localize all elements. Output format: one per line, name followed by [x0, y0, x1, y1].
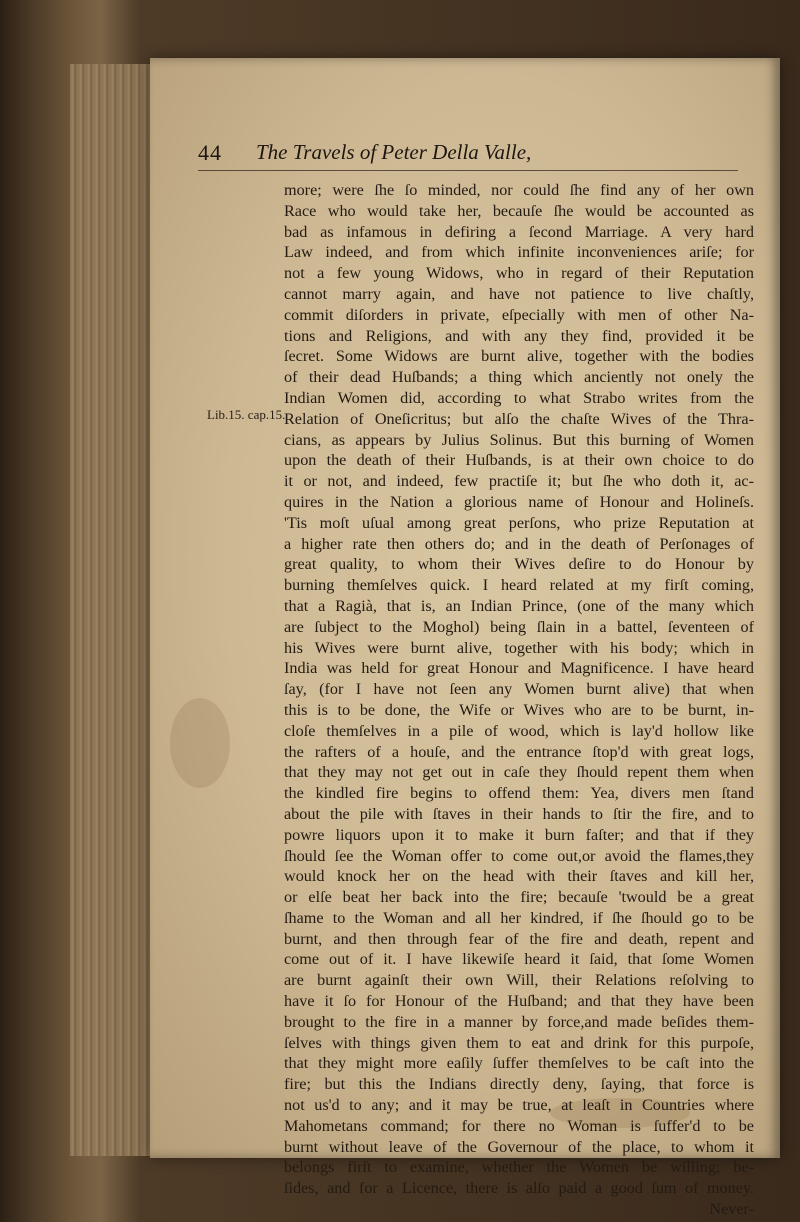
- running-title: The Travels of Peter Della Valle,: [256, 140, 532, 164]
- body-text: [284, 180, 754, 1220]
- text-line: ſelves with things given them to eat and drink for this purpoſe,: [284, 1033, 754, 1052]
- text-line: cians, as appears by Julius Solinus. But this burning of Women: [284, 430, 754, 449]
- left-page-edges: [70, 64, 152, 1156]
- text-line: upon the death of their Huſbands, is at their own choice to do: [284, 451, 754, 470]
- page-header: [198, 136, 748, 172]
- text-line: ſecret. Some Widows are burnt alive, together with the bodies: [284, 347, 754, 366]
- text-line: Relation of Oneſicritus; but alſo the chaſte Wives of the Thra-: [284, 409, 754, 428]
- text-line: powre liquors upon it to make it burn faſter; and that if they: [284, 825, 754, 844]
- page-number: 44: [198, 140, 222, 165]
- text-line: Never-: [709, 1200, 754, 1219]
- text-line: cloſe themſelves in a pile of wood, which is lay'd hollow like: [284, 721, 754, 740]
- text-line: burning themſelves quick. I heard related at my firſt coming,: [284, 576, 754, 595]
- text-line: would knock her on the head with their ſtaves and kill her,: [284, 867, 754, 886]
- text-line: ſides, and for a Licence, there is alſo paid a good ſum of money.: [284, 1179, 754, 1198]
- text-line: fire; but this the Indians directly deny, ſaying, that force is: [284, 1075, 754, 1094]
- text-line: great quality, to whom their Wives deſire to do Honour by: [284, 555, 754, 574]
- text-line: are ſubject to the Moghol) being ſlain in a battel, ſeventeen of: [284, 617, 754, 636]
- marginal-note: Lib.15. cap.15.: [207, 407, 286, 422]
- text-line: not us'd to any; and it may be true, at leaſt in Countries where: [284, 1096, 754, 1115]
- text-line: the kindled fire begins to offend them: Yea, divers men ſtand: [284, 784, 754, 803]
- text-line: brought to the fire in a manner by force,and made beſides them-: [284, 1012, 754, 1031]
- text-line: bad as infamous in defiring a ſecond Marriage. A very hard: [284, 222, 754, 241]
- text-line: this is to be done, the Wife or Wives who are to be burnt, in-: [284, 700, 754, 719]
- page-stain: [170, 698, 230, 788]
- text-line: cannot marry again, and have not patience to live chaſtly,: [284, 284, 754, 303]
- text-line: his Wives were burnt alive, together with his body; which in: [284, 638, 754, 657]
- text-line: it or not, and indeed, few practiſe it; but ſhe who doth it, ac-: [284, 472, 754, 491]
- text-line: burnt, and then through fear of the fire and death, repent and: [284, 929, 754, 948]
- text-line: ſay, (for I have not ſeen any Women burnt alive) that when: [284, 680, 754, 699]
- text-line: not a few young Widows, who in regard of their Reputation: [284, 264, 754, 283]
- text-line: the rafters of a houſe, and the entrance ſtop'd with great logs,: [284, 742, 754, 761]
- text-line: 'Tis moſt uſual among great perſons, who prize Reputation at: [284, 513, 754, 532]
- text-line: ſhould ſee the Woman offer to come out,or avoid the flames,they: [284, 846, 754, 865]
- text-line: have it ſo for Honour of the Huſband; and that they have been: [284, 992, 754, 1011]
- text-line: that they might more eaſily ſuffer themſelves to be caſt into the: [284, 1054, 754, 1073]
- text-line: Indian Women did, according to what Strabo writes from the: [284, 388, 754, 407]
- text-line: that a Ragià, that is, an Indian Prince, (one of the many which: [284, 596, 754, 615]
- text-line: Mahometans command; for there no Woman is ſuffer'd to be: [284, 1116, 754, 1135]
- text-line: ſhame to the Woman and all her kindred, if ſhe ſhould go to be: [284, 908, 754, 927]
- text-line: about the pile with ſtaves in their hands to ſtir the fire, and to: [284, 804, 754, 823]
- text-line: are burnt againſt their own Will, their Relations reſolving to: [284, 971, 754, 990]
- text-line: more; were ſhe ſo minded, nor could ſhe find any of her own: [284, 181, 754, 199]
- text-line: Race who would take her, becauſe ſhe would be accounted as: [284, 201, 754, 220]
- text-line: quires in the Nation a glorious name of Honour and Holineſs.: [284, 492, 754, 511]
- text-line: commit diſorders in private, eſpecially with men of other Na-: [284, 305, 754, 324]
- text-line: a higher rate then others do; and in the death of Perſonages of: [284, 534, 754, 553]
- text-line: burnt without leave of the Governour of the place, to whom it: [284, 1137, 754, 1156]
- text-line: of their dead Huſbands; a thing which anciently not onely the: [284, 368, 754, 387]
- text-line: India was held for great Honour and Magnificence. I have heard: [284, 659, 754, 678]
- text-line: tions and Religions, and with any they find, provided it be: [284, 326, 754, 345]
- text-line: belongs firſt to examine, whether the Women be willing; be-: [284, 1158, 754, 1177]
- text-line: that they may not get out in caſe they ſhould repent them when: [284, 763, 754, 782]
- text-line: come out of it. I have likewiſe heard it ſaid, that ſome Women: [284, 950, 754, 969]
- text-line: or elſe beat her back into the fire; becauſe 'twould be a great: [284, 888, 754, 907]
- text-line: Law indeed, and from which infinite inconveniences ariſe; for: [284, 243, 754, 262]
- header-rule: [198, 170, 738, 171]
